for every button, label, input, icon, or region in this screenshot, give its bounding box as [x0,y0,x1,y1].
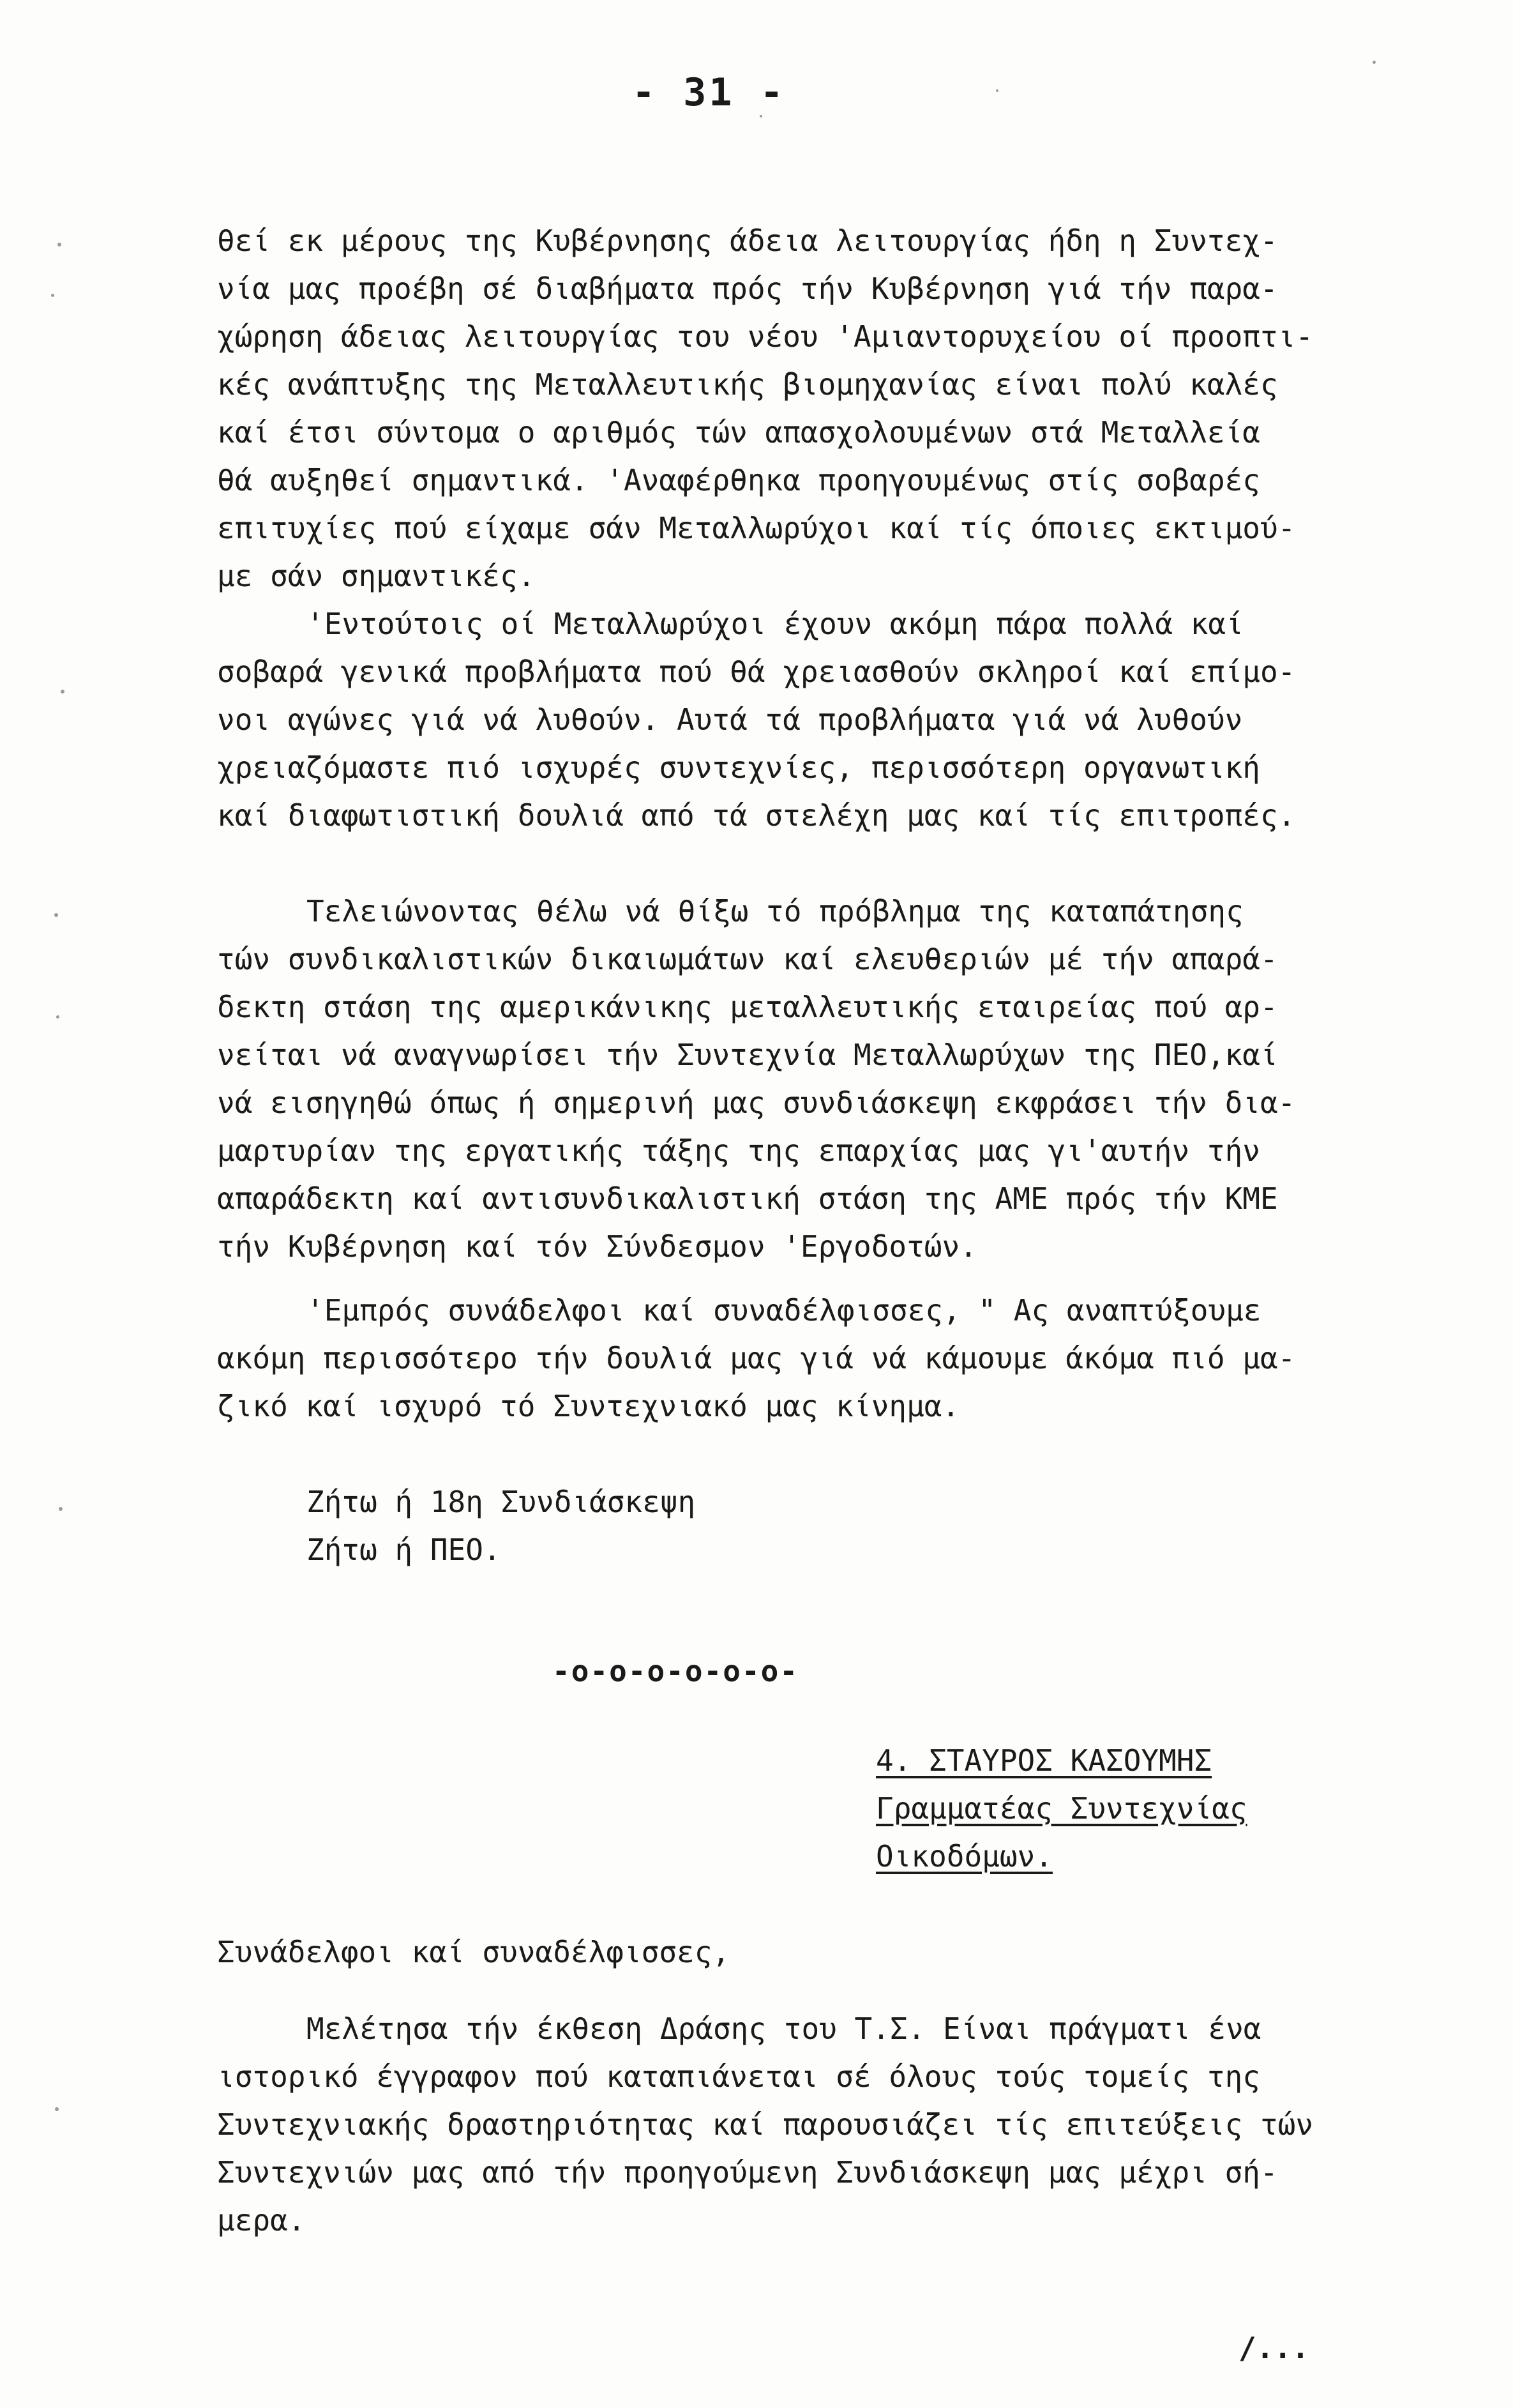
scan-speck [59,1507,63,1511]
text-line: 'Εμπρός συνάδελφοι καί συναδέλφισσες, " Ας αναπτύξουμε [306,1293,1261,1328]
text-line: Τελειώνοντας θέλω νά θίξω τό πρόβλημα της καταπάτησης [306,894,1244,928]
scan-speck [56,1015,59,1018]
scan-speck [55,2107,59,2111]
scan-speck [54,913,58,917]
paragraph-report-review [217,2005,1430,2245]
text-line: σοβαρά γενικά προβλήματα πού θά χρειασθούν σκληροί καί επίμο- [217,655,1296,689]
paragraph-mining-prospects [217,217,1430,600]
text-line: απαράδεκτη καί αντισυνδικαλιστική στάση της ΑΜΕ πρός τήν ΚΜΕ [217,1181,1278,1216]
scan-speck [51,294,54,297]
text-line: 'Εντούτοις οί Μεταλλωρύχοι έχουν ακόμη πάρα πολλά καί [306,607,1244,641]
text-line: Μελέτησα τήν έκθεση Δράσης του Τ.Σ. Είναι πράγματι ένα [306,2011,1261,2046]
scan-speck [760,115,762,117]
page-number: - 31 - [632,70,786,115]
paragraph-union-rights [217,888,1430,1271]
salutation [217,1928,1430,1976]
text-line: Ζήτω ή ΠΕΟ. [306,1533,501,1567]
text-line: κές ανάπτυξης της Μεταλλευτικής βιομηχανίας είναι πολύ καλές [217,367,1278,402]
speaker-signature [876,1737,1247,1881]
text-line: χώρηση άδειας λειτουργίας του νέου 'Αμιαντορυχείου οί προοπτι- [217,319,1314,354]
text-line: με σάν σημαντικές. [217,559,536,593]
text-line: νία μας προέβη σέ διαβήματα πρός τήν Κυβέρνηση γιά τήν παρα- [217,271,1278,306]
speaker-name: 4. ΣΤΑΥΡΟΣ ΚΑΣΟΥΜΗΣ [876,1743,1212,1778]
text-line: νείται νά αναγνωρίσει τήν Συντεχνία Μεταλλωρύχων της ΠΕΟ,καί [217,1038,1278,1072]
text-line: Συντεχνιακής δραστηριότητας καί παρουσιάζει τίς επιτεύξεις τών [217,2107,1314,2142]
text-line: Ζήτω ή 18η Συνδιάσκεψη [306,1485,696,1519]
text-line: χρειαζόμαστε πιό ισχυρές συντεχνίες, περισσότερη οργανωτική [217,750,1260,785]
text-line: ακόμη περισσότερο τήν δουλιά μας γιά νά κάμουμε άκόμα πιό μα- [217,1341,1296,1375]
text-line: καί έτσι σύντομα ο αριθμός τών απασχολουμένων στά Μεταλλεία [217,415,1260,450]
scan-speck [61,690,64,693]
closing-cheers [217,1478,1430,1574]
scan-speck [996,89,998,92]
text-line: Συντεχνιών μας από τήν προηγούμενη Συνδιάσκεψη μας μέχρι σή- [217,2155,1278,2190]
paragraph-call-to-action [217,1287,1430,1430]
scan-speck [57,243,61,246]
text-line: Συνάδελφοι καί συναδέλφισσες, [217,1935,730,1969]
text-line: τήν Κυβέρνηση καί τόν Σύνδεσμον 'Εργοδοτών. [217,1229,977,1264]
speaker-title: Γραμματέας Συντεχνίας [876,1791,1247,1826]
scan-speck [1373,61,1376,64]
section-separator: -ο-ο-ο-ο-ο-ο- [552,1654,799,1688]
paragraph-miners-problems [217,600,1430,840]
text-line: θά αυξηθεί σημαντικά. 'Αναφέρθηκα προηγουμένως στίς σοβαρές [217,463,1260,497]
continuation-mark: /... [1238,2331,1309,2365]
text-line: θεί εκ μέρους της Κυβέρνησης άδεια λειτουργίας ήδη η Συντεχ- [217,223,1278,258]
text-line: δεκτη στάση της αμερικάνικης μεταλλευτικής εταιρείας πού αρ- [217,990,1278,1024]
text-line: ζικό καί ισχυρό τό Συντεχνιακό μας κίνημα. [217,1389,960,1423]
text-line: νοι αγώνες γιά νά λυθούν. Αυτά τά προβλήματα γιά νά λυθούν [217,702,1243,737]
text-line: νά εισηγηθώ όπως ή σημερινή μας συνδιάσκεψη εκφράσει τήν δια- [217,1086,1296,1120]
text-line: μαρτυρίαν της εργατικής τάξης της επαρχίας μας γι'αυτήν τήν [217,1133,1260,1168]
text-line: τών συνδικαλιστικών δικαιωμάτων καί ελευθεριών μέ τήν απαρά- [217,942,1278,976]
text-line: καί διαφωτιστική δουλιά από τά στελέχη μας καί τίς επιτροπές. [217,798,1296,833]
text-line: ιστορικό έγγραφον πού καταπιάνεται σέ όλους τούς τομείς της [217,2059,1260,2094]
speaker-union: Οικοδόμων. [876,1839,1053,1874]
text-line: επιτυχίες πού είχαμε σάν Μεταλλωρύχοι καί τίς όποιες εκτιμού- [217,511,1296,545]
text-line: μερα. [217,2203,306,2238]
